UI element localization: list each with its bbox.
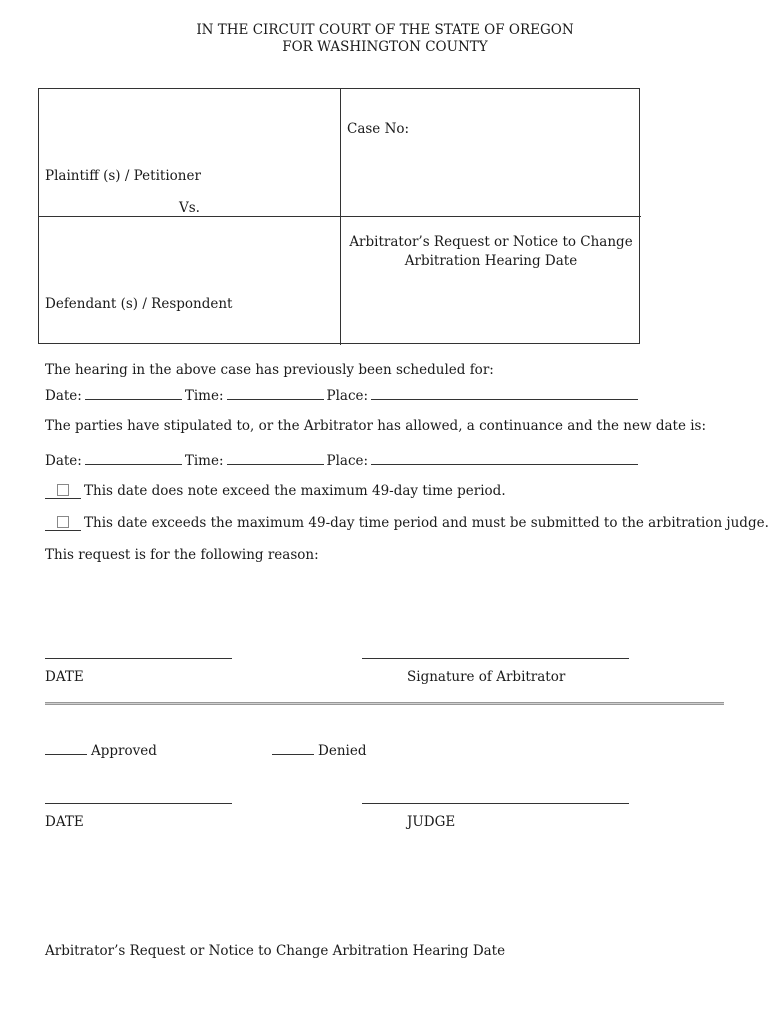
continuance-intro: The parties have stipulated to, or the Arbitrator has allowed, a continuance and the new date is: xyxy=(45,418,707,434)
judge-date-line[interactable] xyxy=(45,803,232,804)
plaintiff-label: Plaintiff (s) / Petitioner xyxy=(45,168,201,184)
judge-date-label: DATE xyxy=(45,814,84,830)
new-time-label: Time: xyxy=(184,453,224,469)
exceeds-49-days-label: This date exceeds the maximum 49-day time period and must be submitted to the arbitration judge. xyxy=(84,515,769,531)
continuance-row xyxy=(45,451,641,469)
judge-label: JUDGE xyxy=(407,814,456,830)
scheduled-place-label: Place: xyxy=(326,388,369,404)
scheduled-place-field[interactable] xyxy=(371,386,638,400)
arbitrator-signature-line[interactable] xyxy=(362,658,629,659)
new-date-label: Date: xyxy=(45,453,82,469)
approved-option[interactable] xyxy=(45,741,157,759)
judge-signature-line[interactable] xyxy=(362,803,629,804)
scheduled-time-label: Time: xyxy=(184,388,224,404)
form-title xyxy=(341,233,641,271)
section-divider xyxy=(45,702,724,705)
scheduled-intro: The hearing in the above case has previously been scheduled for: xyxy=(45,362,494,378)
arbitrator-date-line[interactable] xyxy=(45,658,232,659)
court-header xyxy=(0,22,770,56)
caption-divider-vertical xyxy=(340,89,341,345)
new-date-field[interactable] xyxy=(85,451,182,465)
footer-form-title: Arbitrator’s Request or Notice to Change Arbitration Hearing Date xyxy=(45,943,506,959)
denied-label: Denied xyxy=(318,743,367,759)
vs-label: Vs. xyxy=(179,200,200,216)
within-49-days-checkbox[interactable] xyxy=(57,484,69,496)
exceeds-49-days-option[interactable] xyxy=(45,515,769,531)
denied-option[interactable] xyxy=(272,741,366,759)
within-49-days-blank xyxy=(45,483,81,499)
scheduled-date-field[interactable] xyxy=(85,386,182,400)
within-49-days-option[interactable] xyxy=(45,483,506,499)
scheduled-date-label: Date: xyxy=(45,388,82,404)
exceeds-49-days-checkbox[interactable] xyxy=(57,516,69,528)
defendant-label: Defendant (s) / Respondent xyxy=(45,296,233,312)
approved-label: Approved xyxy=(91,743,157,759)
scheduled-row xyxy=(45,386,641,404)
reason-label: This request is for the following reason: xyxy=(45,547,319,563)
caption-divider-horizontal xyxy=(39,216,641,217)
within-49-days-label: This date does note exceed the maximum 49-day time period. xyxy=(84,483,506,499)
scheduled-time-field[interactable] xyxy=(227,386,324,400)
court-header-line1: IN THE CIRCUIT COURT OF THE STATE OF OREGON xyxy=(196,22,574,38)
arbitrator-date-label: DATE xyxy=(45,669,84,685)
new-time-field[interactable] xyxy=(227,451,324,465)
arbitrator-signature-label: Signature of Arbitrator xyxy=(407,669,566,685)
denied-blank[interactable] xyxy=(272,741,314,755)
case-caption-box xyxy=(38,88,640,344)
approved-blank[interactable] xyxy=(45,741,87,755)
court-header-line2: FOR WASHINGTON COUNTY xyxy=(282,39,488,55)
form-title-line1: Arbitrator’s Request or Notice to Change xyxy=(349,234,633,250)
exceeds-49-days-blank xyxy=(45,515,81,531)
form-title-line2: Arbitration Hearing Date xyxy=(404,253,578,269)
case-no-label: Case No: xyxy=(347,121,410,137)
new-place-field[interactable] xyxy=(371,451,638,465)
new-place-label: Place: xyxy=(326,453,369,469)
